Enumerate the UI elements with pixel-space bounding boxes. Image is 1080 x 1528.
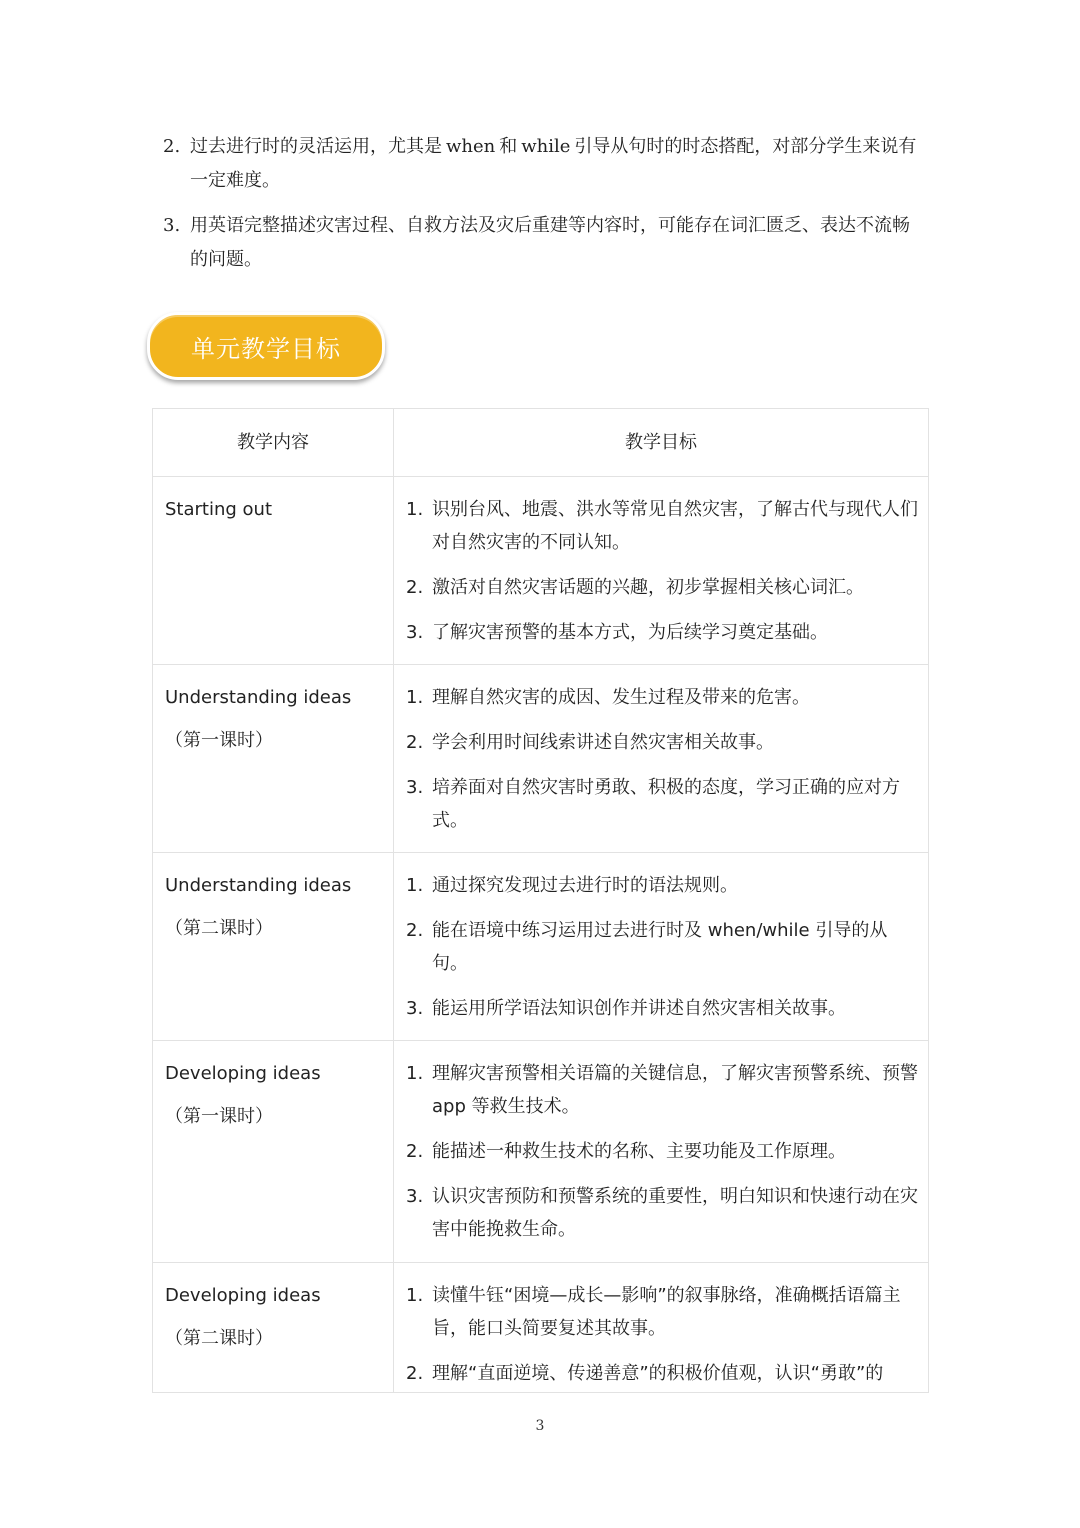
goals-cell <box>394 853 929 1041</box>
keyword-while: while <box>521 136 571 157</box>
goal-text: 学会利用时间线索讲述自然灾害相关故事。 <box>432 732 774 753</box>
goal-number: 2. <box>406 732 424 753</box>
content-session: （第二课时） <box>165 918 273 939</box>
table-row <box>153 853 929 1041</box>
goal-text: 理解自然灾害的成因、发生过程及带来的危害。 <box>432 687 810 708</box>
goal-item <box>406 1135 918 1168</box>
content-title: Developing ideas <box>165 1285 321 1306</box>
keyword-when: when <box>446 136 496 157</box>
goal-text: 培养面对自然灾害时勇敢、积极的态度，学习正确的应对方式。 <box>432 777 900 831</box>
goal-number: 3. <box>406 622 424 643</box>
goal-number: 1. <box>406 1063 424 1084</box>
goal-text: 激活对自然灾害话题的兴趣，初步掌握相关核心词汇。 <box>432 577 864 598</box>
item-number: 3. <box>163 215 181 236</box>
goal-number: 3. <box>406 777 424 798</box>
content-cell <box>153 477 394 665</box>
content-title: Understanding ideas <box>165 875 352 896</box>
header-content: 教学内容 <box>153 409 394 477</box>
goal-text: 认识灾害预防和预警系统的重要性，明白知识和快速行动在灾害中能挽救生命。 <box>432 1186 918 1240</box>
content-cell <box>153 665 394 853</box>
intro-item-3 <box>163 209 923 277</box>
goal-item <box>406 914 918 980</box>
goal-number: 2. <box>406 920 424 941</box>
goals-cell <box>394 665 929 853</box>
goal-item <box>406 1279 918 1345</box>
content-cell <box>153 853 394 1041</box>
goal-item <box>406 726 918 759</box>
goal-item <box>406 992 918 1025</box>
goal-item <box>406 616 918 649</box>
goal-item <box>406 869 918 902</box>
goals-cell <box>394 1263 929 1393</box>
goal-number: 3. <box>406 1186 424 1207</box>
intro-item-2 <box>163 130 923 198</box>
goal-item <box>406 1357 918 1390</box>
goal-text: 通过探究发现过去进行时的语法规则。 <box>432 875 738 896</box>
table-row <box>153 665 929 853</box>
goal-item <box>406 681 918 714</box>
table-row <box>153 477 929 665</box>
goal-text: 识别台风、地震、洪水等常见自然灾害，了解古代与现代人们对自然灾害的不同认知。 <box>432 499 918 553</box>
table-row <box>153 1041 929 1263</box>
intro-list <box>163 130 923 288</box>
goal-text: 理解灾害预警相关语篇的关键信息，了解灾害预警系统、预警 app 等救生技术。 <box>432 1063 918 1117</box>
goal-item <box>406 493 918 559</box>
text-part: 过去进行时的灵活运用，尤其是 <box>190 136 442 157</box>
goal-number: 1. <box>406 875 424 896</box>
content-title: Understanding ideas <box>165 687 352 708</box>
header-goals: 教学目标 <box>394 409 929 477</box>
item-text: 用英语完整描述灾害过程、自救方法及灾后重建等内容时，可能存在词汇匮乏、表达不流畅的问题。 <box>190 215 910 270</box>
content-cell <box>153 1041 394 1263</box>
page-number: 3 <box>535 1418 545 1434</box>
goal-number: 1. <box>406 1285 424 1306</box>
content-session: （第一课时） <box>165 1106 273 1127</box>
text-part: 和 <box>499 136 518 157</box>
goal-text: 读懂牛钰“困境—成长—影响”的叙事脉络，准确概括语篇主旨，能口头简要复述其故事。 <box>432 1285 901 1339</box>
content-session: （第一课时） <box>165 730 273 751</box>
content-session: （第二课时） <box>165 1328 273 1349</box>
item-text <box>190 130 923 198</box>
goal-text: 能在语境中练习运用过去进行时及 when/while 引导的从句。 <box>432 920 888 974</box>
goal-number: 2. <box>406 1363 424 1384</box>
goal-text: 理解“直面逆境、传递善意”的积极价值观，认识“勇敢”的 <box>432 1363 884 1384</box>
table-header-row <box>153 409 929 477</box>
goal-item <box>406 771 918 837</box>
content-title: Starting out <box>165 499 273 520</box>
goal-item <box>406 571 918 604</box>
goals-cell <box>394 477 929 665</box>
section-title-badge: 单元教学目标 <box>147 312 385 380</box>
content-title: Developing ideas <box>165 1063 321 1084</box>
text-part: 引导从句时的时态搭配，对部分学生来说有一定难度。 <box>190 136 917 191</box>
goal-number: 1. <box>406 687 424 708</box>
goal-item <box>406 1180 918 1246</box>
goals-table <box>152 408 929 1393</box>
goal-text: 能描述一种救生技术的名称、主要功能及工作原理。 <box>432 1141 846 1162</box>
goals-cell <box>394 1041 929 1263</box>
goal-item <box>406 1057 918 1123</box>
goal-text: 能运用所学语法知识创作并讲述自然灾害相关故事。 <box>432 998 846 1019</box>
goal-number: 3. <box>406 998 424 1019</box>
goal-number: 1. <box>406 499 424 520</box>
item-number: 2. <box>163 136 181 157</box>
goal-number: 2. <box>406 1141 424 1162</box>
goal-text: 了解灾害预警的基本方式，为后续学习奠定基础。 <box>432 622 828 643</box>
content-cell <box>153 1263 394 1393</box>
goal-number: 2. <box>406 577 424 598</box>
table-row <box>153 1263 929 1393</box>
